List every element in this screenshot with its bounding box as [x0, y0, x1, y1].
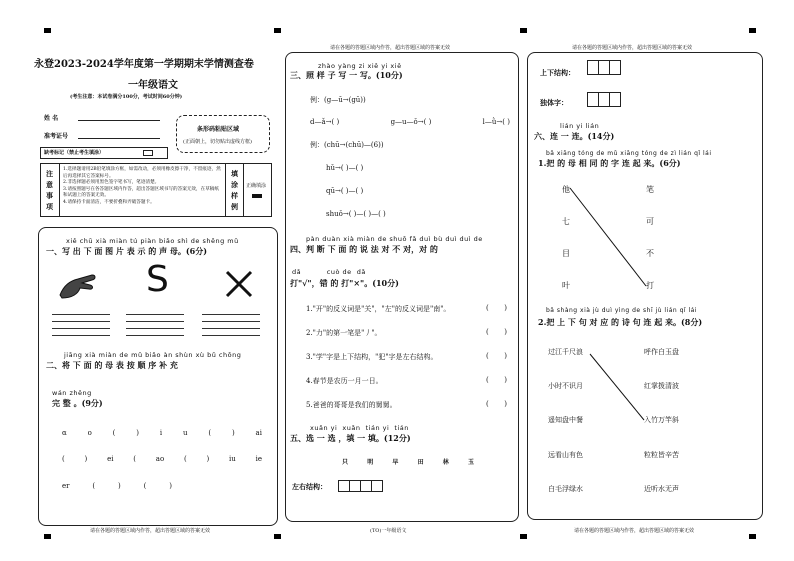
q4-item-1: 1."开"的反义词是"关"，"左"的反义词是"南"。	[306, 305, 451, 313]
barcode-area-label: 条形码粘贴区域	[197, 126, 240, 133]
registration-mark	[44, 28, 51, 33]
q2-cell: (	[62, 455, 65, 463]
exam-subject: 一年级语文	[128, 80, 178, 91]
notice-item: 1.选择题请用2B铅笔填涂方框，如需改动，必须用橡皮擦干净，不留痕迹，然后再选择其它答案标号。	[63, 167, 221, 179]
q4-answer-4[interactable]: ( )	[486, 376, 508, 384]
q6-pinyin: lián yi lián	[560, 122, 600, 130]
absence-mark-label: 缺考标记（禁止考生填涂）	[44, 150, 105, 156]
q3-item: d—ǎ→( )	[310, 118, 340, 126]
q6-s1-title: 1.把 的 母 相 同 的 字 连 起 来。(6分)	[538, 158, 681, 168]
q5-label: 左右结构：	[292, 482, 327, 491]
q5-pinyin: xuǎn yi xuǎn tián yi tián	[310, 424, 409, 432]
answer-lines-3[interactable]	[202, 314, 260, 336]
warning-footer-right: 请在各题的答题区域内作答，超出答题区域的答案无效	[574, 528, 695, 534]
answer-lines-1[interactable]	[52, 314, 110, 336]
match1-drawn-line	[560, 180, 660, 292]
q6-s1-pinyin: bǎ xiāng tóng de mǔ xiāng tóng de zì lián qǐ lái	[546, 150, 712, 157]
q5-chars	[342, 457, 474, 466]
q2-row-3	[62, 482, 172, 490]
q2-title2: 完 整 。(9分)	[52, 398, 103, 408]
notice-list	[63, 167, 221, 207]
q2-cell: )	[169, 482, 172, 490]
q3-pinyin: zhào yàng zi xiě yi xiě	[318, 62, 402, 70]
match2-left-4[interactable]: 远看山有色	[548, 451, 583, 459]
q3-item: l—ǜ→( )	[482, 118, 510, 126]
q2-title: 二、将 下 面 的 母 表 按 顺 序 补 充	[46, 360, 178, 370]
exam-id-label: 准考证号	[44, 133, 69, 140]
q6-s2-title: 2.把 上 下 句 对 应 的 诗 句 连 起 来。(8分)	[538, 317, 703, 327]
registration-mark	[44, 534, 51, 539]
q4-pinyin: pàn duàn xià miàn de shuō fǎ duì bù duì duì de	[306, 235, 483, 243]
q5-answer-grid[interactable]	[338, 480, 383, 492]
q5-char: 林	[442, 459, 449, 466]
q2-cell: (	[133, 455, 136, 463]
q2-cell: ai	[255, 429, 262, 437]
match2-right-4[interactable]: 粒粒皆辛苦	[644, 451, 679, 459]
match1-left-4[interactable]: 叶	[562, 281, 570, 290]
q2-pinyin: jiāng xià miàn de mǔ biǎo àn shùn xù bǔ chōng	[64, 351, 242, 359]
q2-cell: i	[159, 429, 163, 437]
q5-char: 玉	[467, 459, 474, 466]
match2-right-5[interactable]: 近听水无声	[644, 485, 679, 493]
notice-item: 2.非选择题必须用黑色签字笔书写，笔迹清楚。	[63, 180, 160, 186]
q3-item: g—u—ǒ→( )	[390, 118, 432, 126]
q3-line-2b: qū→( )—( )	[326, 187, 364, 195]
q2-cell: )	[118, 482, 121, 490]
q2-cell: (	[112, 429, 116, 437]
exam-note: (考生注意：本试卷满分100分，考试时间60分钟)	[70, 94, 183, 100]
notice-label: 注意事项	[46, 169, 53, 211]
absence-checkbox[interactable]	[143, 150, 153, 156]
match2-left-5[interactable]: 白毛浮绿水	[548, 485, 583, 493]
match1-right-1[interactable]: 笔	[646, 185, 654, 194]
q4-item-2: 2."力"的第一笔是"丿"。	[306, 329, 382, 337]
registration-mark	[749, 28, 756, 33]
q2-pinyin2: wán zhěng	[52, 389, 92, 397]
fill-example-mark	[252, 194, 262, 198]
q2-cell: iu	[229, 455, 236, 463]
notice-box	[40, 163, 272, 217]
q2-cell: ie	[255, 455, 262, 463]
cross-sticks-icon	[224, 269, 254, 299]
barcode-area	[176, 115, 270, 153]
fill-example-label: 填涂样例	[231, 169, 238, 211]
match1-left-2[interactable]: 七	[562, 217, 570, 226]
q2-cell: )	[84, 455, 88, 463]
q3-example-1: 例：(g—ū→(gū))	[310, 96, 366, 104]
match1-right-4[interactable]: 打	[646, 281, 654, 290]
notice-item: 3.请按照题号在各答题区域内作答，超出答题区域书写的答案无效，在草稿纸和试题上的答案无效。	[63, 186, 219, 199]
registration-mark	[520, 534, 527, 539]
shangxia-answer-grid[interactable]	[587, 60, 621, 75]
match2-right-2[interactable]: 红掌拨清波	[644, 382, 679, 390]
registration-mark	[274, 28, 281, 33]
q2-cell: er	[62, 482, 70, 490]
q4-answer-2[interactable]: ( )	[486, 328, 508, 336]
q2-cell: )	[231, 429, 235, 437]
q2-cell: )	[136, 429, 139, 437]
hand-picture-icon	[56, 267, 98, 303]
q5-char: 田	[417, 459, 424, 466]
label-shangxia: 上下结构：	[540, 68, 575, 77]
q3-example-2: 例：(chū→(chū)—(6))	[310, 141, 384, 149]
exam-title: 永登2023-2024学年度第一学期期末学情测查卷	[34, 59, 254, 70]
q2-cell: (	[143, 482, 147, 490]
q3-line-2a: hǔ→( )—( )	[326, 164, 364, 172]
q4-title2: 打"√"，错 的 打"×"。(10分)	[290, 278, 399, 288]
q1-pinyin: xiě chū xià miàn tú piàn biǎo shì de shēng mǔ	[66, 237, 239, 245]
registration-mark	[520, 28, 527, 33]
match2-right-1[interactable]: 呼作白玉盘	[644, 348, 679, 356]
warning-footer-left: 请在各题的答题区域内作答，超出答题区域的答案无效	[90, 528, 211, 534]
q2-cell: ei	[107, 455, 114, 463]
q2-cell: α	[62, 429, 67, 437]
q6-title: 六、连 一 连。(14分)	[534, 131, 615, 141]
q2-cell: ao	[155, 455, 165, 463]
match2-drawn-line	[588, 350, 648, 426]
match1-right-3[interactable]: 不	[646, 249, 654, 258]
absence-mark-row	[40, 147, 168, 159]
notice-item: 4.请保持卡面清洁，不要折叠和弄破答题卡。	[63, 199, 155, 205]
q2-cell: u	[182, 429, 188, 437]
label-duti: 独体字：	[540, 98, 568, 107]
warning-header-mid: 请在各题的答题区域内作答，超出答题区域的答案无效	[330, 45, 451, 51]
q2-cell: (	[208, 429, 212, 437]
fill-example-correct: 正确填涂	[246, 183, 267, 189]
q2-cell: )	[206, 455, 210, 463]
s-shape-icon: S	[146, 259, 169, 300]
q5-char: 只	[342, 459, 349, 466]
q3-title: 三、照 样 子 写 一 写。(10分)	[290, 70, 403, 80]
q5-char: 明	[367, 459, 374, 466]
q4-pinyin2: dǎ cuò de dǎ	[292, 268, 366, 276]
match1-left-1[interactable]: 他	[562, 185, 570, 194]
registration-mark	[749, 534, 756, 539]
q4-title: 四、判 断 下 面 的 说 法 对 不 对，对 的	[290, 244, 438, 254]
match2-left-3[interactable]: 遥知盘中餐	[548, 416, 583, 424]
q4-answer-5[interactable]: ( )	[486, 400, 508, 408]
registration-mark	[274, 534, 281, 539]
footer-center: (TO)一年级语文	[370, 528, 407, 534]
q5-title: 五、选 一 选 ，填 一 填。(12分)	[290, 433, 411, 443]
match1-left-3[interactable]: 目	[562, 249, 570, 258]
q4-item-5: 5.爸爸的哥哥是我们的舅舅。	[306, 401, 397, 409]
q4-item-4: 4.春节是农历一月一日。	[306, 377, 383, 385]
match2-right-3[interactable]: 入竹万竿斜	[644, 416, 679, 424]
q4-answer-1[interactable]: ( )	[486, 304, 508, 312]
warning-header-right: 请在各题的答题区域内作答，超出答题区域的答案无效	[572, 45, 693, 51]
q2-row-1	[62, 429, 262, 437]
name-input-line[interactable]	[78, 120, 160, 121]
q4-item-3: 3."学"字是上下结构，"犯"字是左右结构。	[306, 353, 438, 361]
q3-line-1	[310, 118, 510, 126]
barcode-note: (正面朝上，切勿贴出虚线方框)	[183, 139, 252, 145]
match2-left-1[interactable]: 过江千尺浪	[548, 348, 583, 356]
q1-title: 一、写 出 下 面 图 片 表 示 的 声 母。(6分)	[46, 246, 207, 256]
name-label: 姓 名	[44, 115, 59, 122]
q6-s2-pinyin: bǎ shàng xià jù duì yìng de shī jù lián qǐ lái	[546, 307, 698, 314]
q3-line-2c: shuǒ→( )—( )—( )	[326, 210, 386, 218]
exam-id-input-line[interactable]	[78, 138, 160, 139]
q4-answer-3[interactable]: ( )	[486, 352, 508, 360]
q2-row-2	[62, 455, 262, 463]
q2-cell: o	[87, 429, 92, 437]
q2-cell: (	[183, 455, 187, 463]
match2-left-2[interactable]: 小时不识月	[548, 382, 583, 390]
duti-answer-grid[interactable]	[587, 92, 621, 107]
q5-char: 早	[392, 459, 399, 466]
answer-lines-2[interactable]	[126, 314, 184, 336]
match1-right-2[interactable]: 可	[646, 217, 654, 226]
q2-cell: (	[92, 482, 96, 490]
